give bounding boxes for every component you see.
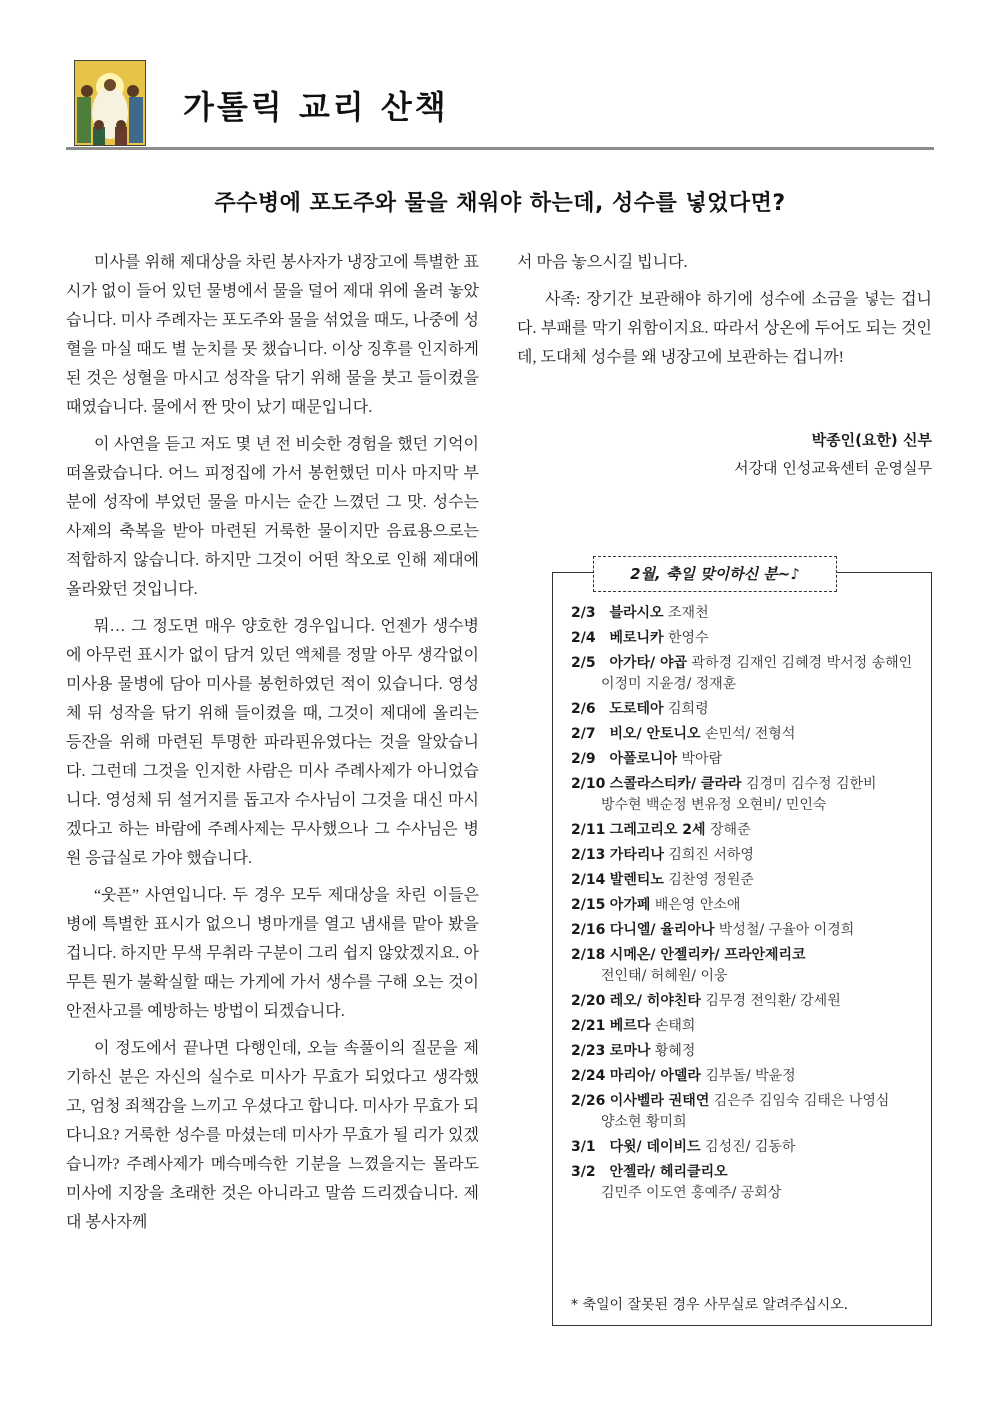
article-paragraph-continuation: 서 마음 놓으시길 빕니다. — [517, 254, 688, 271]
feast-saint: 시메온/ 안젤리카/ 프라안제리코 — [609, 947, 806, 963]
feast-saint: 가타리나 — [609, 847, 664, 863]
feast-date: 2/26 — [571, 1093, 606, 1109]
feast-date: 3/1 — [571, 1139, 596, 1155]
feast-item — [571, 943, 921, 989]
feast-names: 김희령 — [668, 701, 709, 717]
feast-names: 김무경 전익환/ 강세원 — [705, 993, 841, 1009]
feast-names: 박아람 — [681, 751, 723, 767]
feast-item — [571, 601, 921, 626]
feast-saint: 아가타/ 야곱 — [609, 655, 688, 671]
feast-date: 2/13 — [571, 847, 606, 863]
feast-date: 2/23 — [571, 1043, 606, 1059]
feast-date: 2/20 — [571, 993, 606, 1009]
feast-list — [571, 601, 921, 1206]
feast-date: 2/3 — [571, 605, 596, 621]
feast-names: 김은주 김임숙 김태은 나영심 — [713, 1093, 890, 1109]
feast-item — [571, 1064, 921, 1089]
feast-date: 2/21 — [571, 1018, 606, 1034]
feast-saint: 안젤라/ 헤리클리오 — [609, 1164, 728, 1180]
feast-item — [571, 722, 921, 747]
feast-saint: 발렌티노 — [609, 872, 664, 888]
feast-item — [571, 893, 921, 918]
feast-saint: 다윗/ 데이비드 — [609, 1139, 701, 1155]
article-paragraph: 뭐… 그 정도면 매우 양호한 경우입니다. 언젠가 생수병에 아무런 표시가 없이 담겨 있던 액체를 정말 아무 생각없이 미사용 물병에 담아 미사를 봉헌하였던 적이 있습니다. 영성체 뒤 성작을 닦기 위해 들이켰을 때, 그것이 제대에 올리는 등잔을 위해 마련된 투명한 파라핀유였다는 것을 알았습니다. 그런데 그것을 인지한 사람은 미사 주례사제가 아니었습니다. 영성체 뒤 설거지를 돕고자 수사님이 그것을 대신 마시겠다고 하는 바람에 주례사제는 무사했으나 그 수사님은 병원 응급실로 가야 했습니다. — [66, 618, 479, 867]
feast-item — [571, 843, 921, 868]
feast-saint: 아폴로니아 — [609, 751, 678, 767]
feast-names: 장해준 — [710, 822, 751, 838]
feast-item — [571, 818, 921, 843]
feast-date: 2/24 — [571, 1068, 606, 1084]
article-paragraph: 미사를 위해 제대상을 차린 봉사자가 냉장고에 특별한 표시가 없이 들어 있던 물병에서 물을 덜어 제대 위에 올려 놓았습니다. 미사 주례자는 포도주와 물을 섞었을 때도, 나중에 성혈을 마실 때도 별 눈치를 못 챘습니다. 이상 징후를 인지하게 된 것은 성혈을 마시고 성작을 닦기 위해 물을 붓고 들이켰을 때였습니다. 물에서 짠 맛이 났기 때문입니다. — [66, 254, 479, 416]
feast-item — [571, 918, 921, 943]
feast-names: 김부돌/ 박윤정 — [705, 1068, 796, 1084]
feast-item — [571, 1135, 921, 1160]
feast-saint: 다니엘/ 율리아나 — [609, 922, 715, 938]
feast-date: 2/9 — [571, 751, 596, 767]
feast-saint: 도로테아 — [609, 701, 664, 717]
feast-item — [571, 1089, 921, 1135]
feast-date: 2/7 — [571, 726, 596, 742]
author-name: 박종인(요한) 신부 — [811, 431, 932, 449]
feast-saint: 아가페 — [609, 897, 651, 913]
feast-date: 2/18 — [571, 947, 606, 963]
feast-names: 배은영 안소애 — [654, 897, 741, 913]
feast-saint: 블라시오 — [609, 605, 664, 621]
feast-date: 2/15 — [571, 897, 606, 913]
feast-names-continued: 양소현 황미희 — [601, 1114, 687, 1130]
feast-names: 김찬영 정원준 — [668, 872, 754, 888]
author-block — [734, 426, 932, 482]
feast-names: 김성진/ 김동하 — [705, 1139, 796, 1155]
feast-names-continued: 이정미 지윤경/ 정재훈 — [601, 676, 737, 692]
feast-saint: 마리아/ 아델라 — [609, 1068, 701, 1084]
feast-item — [571, 1039, 921, 1064]
feast-item — [571, 747, 921, 772]
article-right-column — [517, 248, 932, 380]
feast-saint: 베르다 — [609, 1018, 651, 1034]
feast-item — [571, 697, 921, 722]
feast-saint: 레오/ 히야친타 — [609, 993, 701, 1009]
feast-item — [571, 1014, 921, 1039]
feast-saint: 스콜라스티카/ 클라라 — [609, 776, 742, 792]
feast-names: 한영수 — [668, 630, 709, 646]
feast-date: 3/2 — [571, 1164, 596, 1180]
article-paragraph: “웃픈” 사연입니다. 두 경우 모두 제대상을 차린 이들은 병에 특별한 표시가 없으니 병마개를 열고 냄새를 맡아 봤을 겁니다. 하지만 무색 무취라 구분이 그리 쉽지 않았겠지요. 아무튼 뭔가 불확실할 때는 가게에 가서 생수를 구해 오는 것이 안전사고를 예방하는 방법이 되겠습니다. — [66, 887, 479, 1020]
feast-date: 2/11 — [571, 822, 606, 838]
feast-saint: 비오/ 안토니오 — [609, 726, 701, 742]
feast-item — [571, 989, 921, 1014]
header-divider — [66, 147, 934, 150]
feast-date: 2/5 — [571, 655, 596, 671]
feast-heading: 2월, 축일 맞이하신 분~♪ — [593, 556, 837, 592]
feast-names: 곽하경 김재인 김혜경 박서정 송해인 — [691, 655, 913, 671]
feast-saint: 그레고리오 2세 — [609, 822, 706, 838]
feast-note: * 축일이 잘못된 경우 사무실로 알려주십시오. — [571, 1297, 849, 1313]
feast-saint: 로마나 — [609, 1043, 651, 1059]
feast-names: 김경미 김수정 김한비 — [745, 776, 877, 792]
feast-date: 2/4 — [571, 630, 596, 646]
feast-names: 김희진 서하영 — [668, 847, 754, 863]
jesus-apostles-logo — [74, 60, 146, 146]
article-paragraph: 이 정도에서 끝나면 다행인데, 오늘 속풀이의 질문을 제기하신 분은 자신의 실수로 미사가 무효가 되었다고 생각했고, 엄청 죄책감을 느끼고 우셨다고 합니다. 미사가 무효가 되다니요? 거룩한 성수를 마셨는데 미사가 무효가 될 리가 있겠습니까? 주례사제가 메슥메슥한 기분을 느꼈을지는 몰라도 미사에 지장을 초래한 것은 아니라고 말씀 드리겠습니다. 제대 봉사자께 — [66, 1040, 479, 1231]
feast-names: 황혜정 — [654, 1043, 696, 1059]
feast-item — [571, 626, 921, 651]
feast-item — [571, 651, 921, 697]
article-paragraph: 사족: 장기간 보관해야 하기에 성수에 소금을 넣는 겁니다. 부패를 막기 위함이지요. 따라서 상온에 두어도 되는 것인데, 도대체 성수를 왜 냉장고에 보관하는 겁니까! — [517, 291, 932, 366]
author-role: 서강대 인성교육센터 운영실무 — [734, 459, 932, 477]
feast-names: 손민석/ 전형석 — [705, 726, 796, 742]
feast-names-continued: 방수현 백순정 변유정 오현비/ 민인숙 — [601, 797, 827, 813]
feast-item — [571, 772, 921, 818]
feast-date: 2/10 — [571, 776, 606, 792]
feast-names: 조재천 — [668, 605, 709, 621]
feast-names-continued: 김민주 이도연 홍예주/ 공회상 — [601, 1185, 782, 1201]
feast-saint: 베로니카 — [609, 630, 664, 646]
feast-saint: 이사벨라 권태연 — [609, 1093, 710, 1109]
article-paragraph: 이 사연을 듣고 저도 몇 년 전 비슷한 경험을 했던 기억이 떠올랐습니다. 어느 피정집에 가서 봉헌했던 미사 마지막 부분에 성작에 부었던 물을 마시는 순간 느꼈던 그 맛. 성수는 사제의 축복을 받아 마련된 거룩한 물이지만 음료용으로는 적합하지 않습니다. 하지만 그것이 어떤 착오로 인해 제대에 올라왔던 것입니다. — [66, 436, 479, 598]
feast-names: 박성철/ 구율아 이경희 — [718, 922, 855, 938]
feast-names-continued: 전인태/ 허혜원/ 이웅 — [601, 968, 728, 984]
feast-date: 2/6 — [571, 701, 596, 717]
section-title: 가톨릭 교리 산책 — [183, 88, 449, 126]
article-title: 주수병에 포도주와 물을 채워야 하는데, 성수를 넣었다면? — [214, 191, 786, 216]
feast-names: 손태희 — [654, 1018, 696, 1034]
feast-date: 2/16 — [571, 922, 606, 938]
feast-date: 2/14 — [571, 872, 606, 888]
article-left-column — [66, 248, 479, 1245]
feast-item — [571, 868, 921, 893]
feast-item — [571, 1160, 921, 1206]
